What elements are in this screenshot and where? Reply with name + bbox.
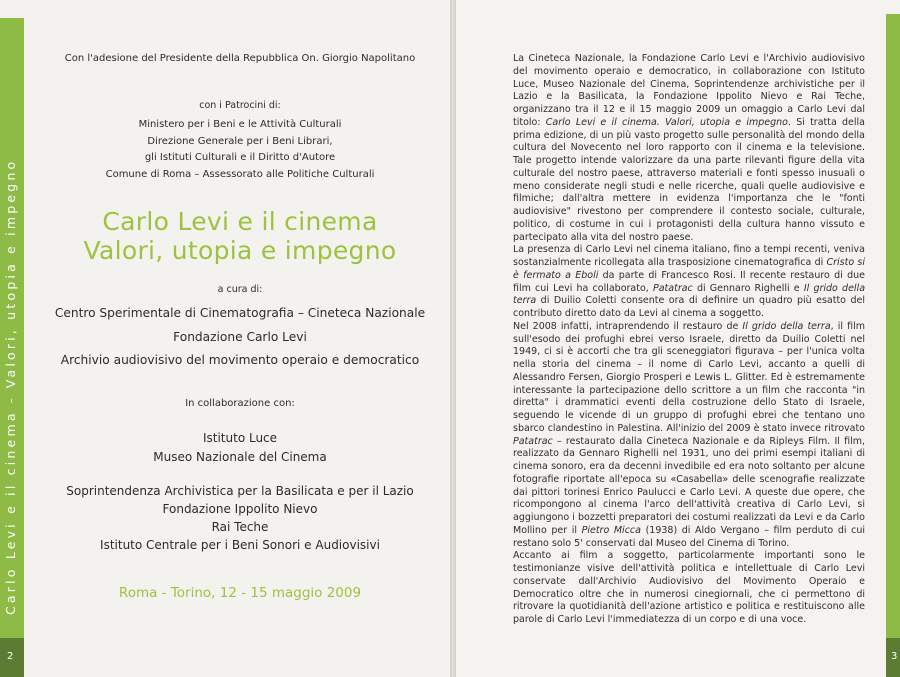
collab-item: Museo Nazionale del Cinema bbox=[153, 450, 327, 464]
body-paragraph bbox=[513, 321, 865, 551]
collab-intro: In collaborazione con: bbox=[185, 398, 295, 409]
a-cura-intro: a cura di: bbox=[217, 284, 263, 295]
collab-item: Rai Teche bbox=[211, 520, 269, 534]
text-run: Accanto ai film a soggetto, particolarmente importanti sono le testimonianze visive dell'attività politica e intellettuale di Carlo Levi conservate dall'Archivio Audiovisivo del Movimento Operaio e Democratico oltre che in numerosi cinegiornali, che ci permettono di ritrovare la quotidianità dell'azione artistico e politica e restituiscono alle parole di Carlo Levi l'immediatezza di un corpo e di una voce. bbox=[513, 550, 865, 625]
patrocinio-item: gli Istituti Culturali e il Diritto d'Autore bbox=[144, 152, 336, 163]
curatore-item: Centro Sperimentale di Cinematografia – Cineteca Nazionale bbox=[54, 306, 426, 320]
text-run: di Duilio Coletti consente ora di definire un quadro più esatto del contributo diretto dato da Levi al cinema a soggetto. bbox=[513, 295, 865, 319]
page-number-right: 3 bbox=[891, 651, 898, 662]
text-run: La presenza di Carlo Levi nel cinema italiano, fino a tempi recenti, veniva sostanzialmente ricollegata alla trasposizione cinematografica di bbox=[513, 244, 865, 268]
collab-item: Soprintendenza Archivistica per la Basilicata e per il Lazio bbox=[66, 484, 414, 498]
curatore-item: Archivio audiovisivo del movimento operaio e democratico bbox=[60, 353, 420, 367]
italic-title: Il grido della terra bbox=[742, 320, 831, 332]
patrocinio-item: Direzione Generale per i Beni Librari, bbox=[147, 135, 333, 147]
body-paragraph bbox=[513, 550, 865, 627]
patrocini-intro: con i Patrocini di: bbox=[199, 100, 281, 111]
main-title bbox=[40, 207, 440, 265]
text-run: da parte di Francesco Rosi. Il recente restauro di due film cui Levi ha collaborato, bbox=[513, 269, 865, 294]
italic-title: Pietro Micca bbox=[581, 524, 641, 536]
collab-item: Istituto Luce bbox=[202, 431, 278, 445]
event-date: Roma - Torino, 12 - 15 maggio 2009 bbox=[118, 585, 362, 601]
page-gutter bbox=[450, 0, 456, 677]
collab-group-2 bbox=[40, 482, 440, 554]
patrocini-list bbox=[40, 117, 440, 183]
text-run: . Si tratta della prima edizione, di un più vasto progetto sulle personalità del mondo della cultura del Novecento nel loro rapporto con il cinema e la televisione. Tale progetto intende valorizzare da una parte rilevanti figure della vita culturale del nostro paese, attraverso materiali e fonti spesso inusuali o meno considerate negli studi e nelle ricerche, quali quelle audiovisive e filmiche; dall'altra mettere in evidenza l'importanza che le "fonti audiovisive" rivestono per comprendere il contesto sociale, culturale, politico, di costume in cui i protagonisti della cultura hanno vissuto e partecipato alla vita del nostro paese. bbox=[513, 116, 865, 243]
body-paragraph bbox=[513, 53, 865, 244]
title-line-1: Carlo Levi e il cinema bbox=[102, 207, 378, 236]
text-run: , il film sull'esodo dei profughi ebrei verso Israele, diretto da Duilio Coletti nel 1949, ci si è accorti che tra gli sceneggiatori figurava – per l'unica volta nella storia del cinema – il nome di Carlo Levi, accanto a quelli di Alessandro Fersen, Giorgio Prosperi e Lewis L. Glitter. Ed è estremamente interessante la partecipazione dello scrittore a un film che racconta "in diretta" i drammatici eventi della costruzione dello Stato di Israele, seguendo le vicende di un gruppo di profughi ebrei che tentano uno sbarco clandestino in Palestina. All'inizio del 2009 è stato invece ritrovato bbox=[513, 320, 865, 434]
body-text bbox=[513, 53, 865, 627]
text-run: La Cineteca Nazionale, la Fondazione Carlo Levi e l'Archivio audiovisivo del movimento operaio e democratico, in collaborazione con Istituto Luce, Museo Nazionale del Cinema, Soprintendenze archivistiche per il Lazio e la Basilicata, la Fondazione Ippolito Nievo e Rai Teche, organizzano tra il 12 e il 15 maggio 2009 un omaggio a Carlo Levi dal titolo: bbox=[513, 53, 865, 128]
adesione-line: Con l'adesione del Presidente della Repubblica On. Giorgio Napolitano bbox=[64, 53, 416, 64]
title-line-2: Valori, utopia e impegno bbox=[83, 236, 397, 265]
collab-item: Istituto Centrale per i Beni Sonori e Audiovisivi bbox=[100, 538, 380, 552]
right-edge-band bbox=[886, 14, 900, 638]
page-number-left: 2 bbox=[7, 651, 14, 662]
text-run: di Gennaro Righelli e bbox=[692, 282, 804, 294]
curatore-item: Fondazione Carlo Levi bbox=[173, 329, 307, 344]
sidebar-title: Carlo Levi e il cinema - Valori, utopia e impegno bbox=[3, 158, 18, 615]
text-run: – restaurato dalla Cineteca Nazionale e da Ripleys Film. Il film, realizzato da Gennaro Righelli nel 1931, uno dei primi esempi italiani di cinema sonoro, era da decenni invedibile ed era noto soltanto per alcune fotografie riportate all'epoca su «Casabella» delle scenografie realizzate dai pittori torinesi Enrico Paulucci e Carlo Levi. A queste due opere, che ricompongono al cinema l'arco dell'attività creativa di Carlo Levi, si aggiungono i bozzetti preparatori dei costumi realizzati da Levi e da Carlo Mollino per il bbox=[513, 435, 865, 536]
italic-title: Carlo Levi e il cinema. Valori, utopia e impegno bbox=[545, 116, 788, 128]
collab-group-1 bbox=[40, 429, 440, 467]
patrocinio-item: Comune di Roma – Assessorato alle Politiche Culturali bbox=[105, 168, 375, 180]
italic-title: Patatrac bbox=[653, 282, 693, 294]
text-run: (1938) di Aldo Vergano – film perduto di cui restano solo 5' conservati dal Museo del Cinema di Torino. bbox=[513, 524, 865, 549]
patrocinio-item: Ministero per i Beni e le Attività Culturali bbox=[138, 119, 342, 130]
curatori-list bbox=[40, 302, 440, 373]
text-run: Nel 2008 infatti, intraprendendo il restauro de bbox=[513, 320, 743, 332]
collab-item: Fondazione Ippolito Nievo bbox=[162, 502, 318, 516]
italic-title: Cristo si è fermato a Eboli bbox=[513, 257, 865, 281]
italic-title: Patatrac bbox=[513, 435, 553, 447]
body-paragraph bbox=[513, 244, 865, 321]
italic-title: Il grido della terra bbox=[513, 282, 866, 307]
